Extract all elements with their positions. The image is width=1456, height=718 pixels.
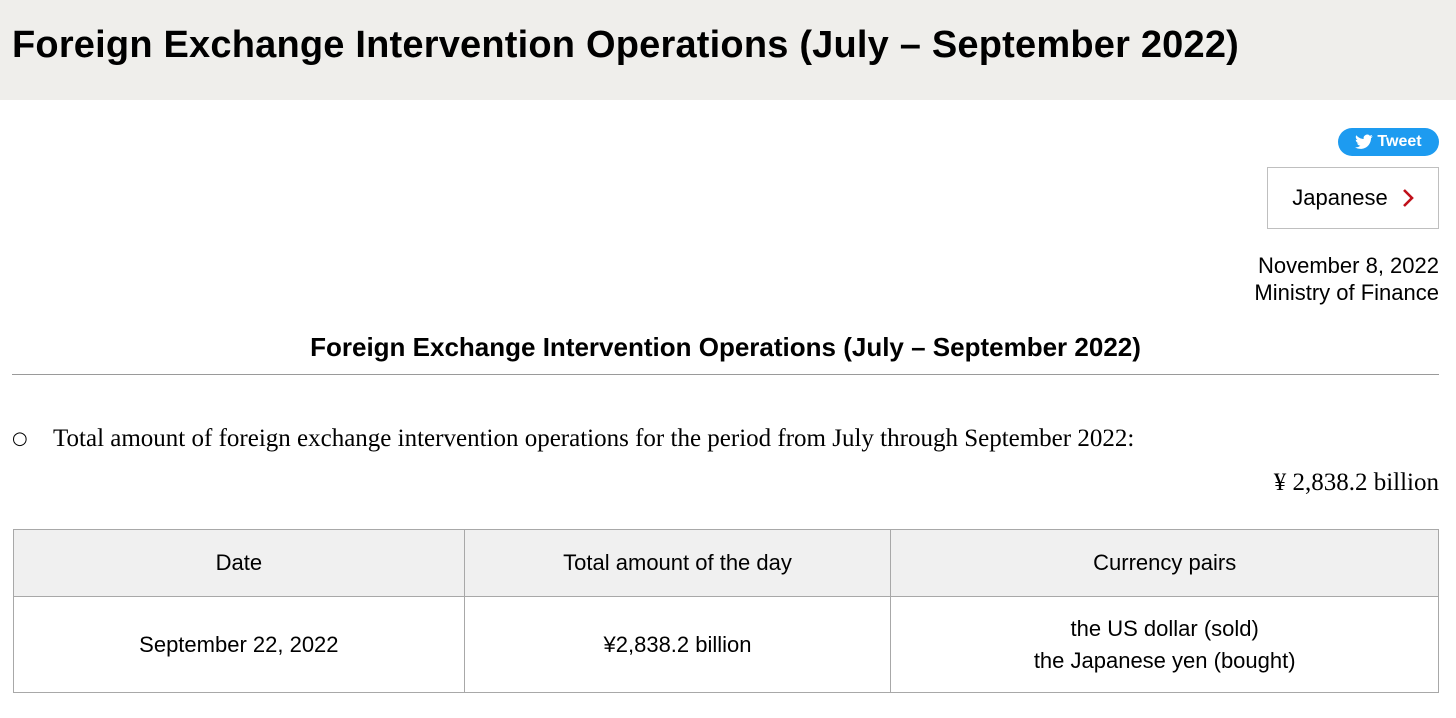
tweet-button[interactable] (1338, 128, 1439, 156)
cell-total-amount: ¥2,838.2 billion (464, 597, 891, 693)
document-heading: Foreign Exchange Intervention Operations (July – September 2022) (310, 332, 1141, 362)
page-header (0, 0, 1456, 100)
language-switch-button[interactable] (1267, 167, 1439, 229)
table-header-row (14, 530, 1439, 597)
document-meta (1254, 252, 1439, 306)
header-date: Date (14, 530, 465, 597)
publish-date: November 8, 2022 (1258, 253, 1439, 278)
issuer-name: Ministry of Finance (1254, 280, 1439, 305)
operations-table (13, 529, 1439, 693)
language-label: Japanese (1292, 185, 1388, 210)
currency-pair-bought: the Japanese yen (bought) (1033, 647, 1296, 673)
cell-currency-pairs (891, 597, 1439, 693)
header-total-amount: Total amount of the day (464, 530, 891, 597)
table-row (14, 597, 1439, 693)
page-title: Foreign Exchange Intervention Operations (July – September 2022) (12, 24, 1240, 66)
summary-amount: ¥ 2,838.2 billion (1273, 469, 1439, 496)
cell-date: September 22, 2022 (14, 597, 465, 693)
summary-text: Total amount of foreign exchange intervention operations for the period from July through September 2022: (53, 425, 1135, 452)
heading-divider (12, 374, 1439, 375)
currency-pair-sold: the US dollar (sold) (1070, 615, 1259, 641)
tweet-label: Tweet (1377, 133, 1422, 150)
chevron-right-icon (1402, 188, 1414, 208)
twitter-bird-icon (1355, 134, 1373, 150)
header-currency-pairs: Currency pairs (891, 530, 1439, 597)
bullet-icon: ○ (12, 428, 28, 449)
